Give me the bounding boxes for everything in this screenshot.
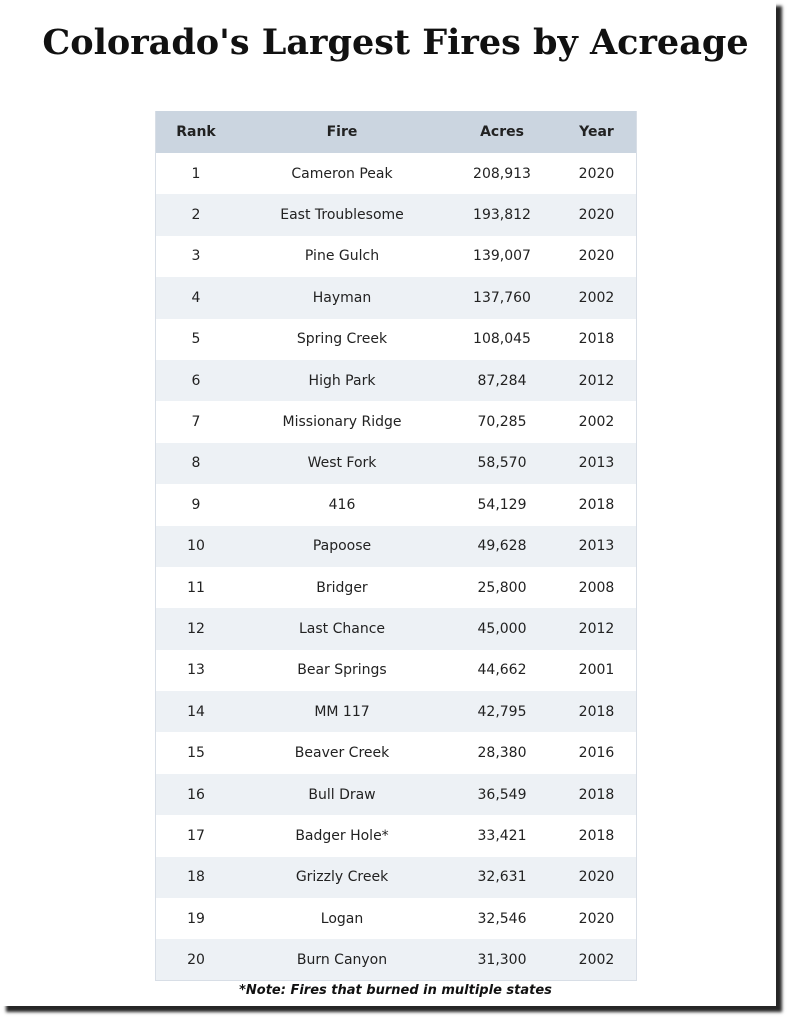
cell-year: 2001 [578, 662, 615, 679]
cell-fire: West Fork [307, 455, 377, 472]
header-fire: Fire [326, 124, 358, 140]
cell-acres: 42,795 [477, 703, 527, 720]
cell-acres: 139,007 [473, 248, 531, 265]
cell-acres: 45,000 [477, 620, 527, 637]
cell-acres: 33,421 [477, 827, 527, 844]
cell-acres: 49,628 [477, 538, 527, 555]
cell-fire: Grizzly Creek [295, 869, 389, 886]
cell-fire: Pine Gulch [304, 248, 380, 265]
cell-acres: 137,760 [473, 289, 531, 306]
cell-fire: Bear Springs [297, 662, 387, 679]
header-acres: Acres [480, 124, 524, 140]
cell-acres: 32,631 [477, 869, 527, 886]
cell-rank: 17 [187, 827, 205, 844]
cell-rank: 4 [191, 289, 201, 306]
cell-acres: 54,129 [477, 496, 527, 513]
cell-year: 2018 [578, 827, 615, 844]
cell-year: 2013 [578, 538, 615, 555]
cell-rank: 5 [191, 331, 201, 348]
cell-acres: 58,570 [477, 455, 527, 472]
cell-fire: Bridger [316, 579, 368, 596]
cell-rank: 3 [191, 248, 201, 265]
cell-fire: East Troublesome [280, 207, 404, 224]
cell-acres: 193,812 [473, 207, 531, 224]
cell-rank: 13 [187, 662, 205, 679]
cell-year: 2018 [578, 786, 615, 803]
cell-acres: 28,380 [477, 745, 527, 762]
cell-fire: Beaver Creek [294, 745, 390, 762]
table-row [155, 277, 636, 318]
cell-year: 2020 [578, 869, 615, 886]
cell-acres: 108,045 [473, 331, 531, 348]
table-row [155, 236, 636, 277]
table-row [155, 650, 636, 691]
cell-acres: 208,913 [473, 165, 531, 182]
cell-rank: 11 [187, 579, 205, 596]
table-row [155, 608, 636, 649]
cell-rank: 7 [191, 414, 201, 431]
cell-year: 2016 [578, 745, 615, 762]
cell-rank: 12 [187, 620, 205, 637]
table-row [155, 774, 636, 815]
cell-fire: High Park [308, 372, 376, 389]
cell-acres: 36,549 [477, 786, 527, 803]
table-row [155, 567, 636, 608]
table-row [155, 360, 636, 401]
cell-fire: Last Chance [298, 620, 386, 637]
cell-rank: 15 [187, 745, 205, 762]
cell-rank: 10 [187, 538, 205, 555]
cell-acres: 87,284 [477, 372, 527, 389]
table-row [155, 526, 636, 567]
header-rank: Rank [176, 124, 216, 140]
cell-year: 2018 [578, 331, 615, 348]
cell-fire: MM 117 [314, 703, 370, 720]
cell-year: 2018 [578, 496, 615, 513]
cell-fire: Bull Draw [308, 786, 376, 803]
cell-year: 2002 [578, 952, 615, 969]
table-row [155, 153, 636, 194]
page-title: Colorado's Largest Fires by Acreage [42, 22, 749, 63]
cell-fire: Missionary Ridge [282, 414, 402, 431]
cell-fire: Logan [320, 910, 364, 927]
table-row [155, 732, 636, 773]
cell-fire: 416 [328, 496, 356, 513]
cell-fire: Burn Canyon [296, 952, 388, 969]
cell-year: 2002 [578, 414, 615, 431]
cell-year: 2008 [578, 579, 615, 596]
footnote: *Note: Fires that burned in multiple states [239, 983, 552, 998]
table-header [155, 111, 636, 153]
cell-acres: 70,285 [477, 414, 527, 431]
cell-fire: Papoose [312, 538, 372, 555]
table-row [155, 691, 636, 732]
cell-rank: 18 [187, 869, 205, 886]
cell-fire: Hayman [312, 289, 372, 306]
table-row [155, 443, 636, 484]
cell-year: 2002 [578, 289, 615, 306]
cell-year: 2020 [578, 248, 615, 265]
table-row [155, 484, 636, 525]
cell-year: 2012 [578, 620, 615, 637]
table-row [155, 898, 636, 939]
cell-rank: 8 [191, 455, 201, 472]
cell-year: 2018 [578, 703, 615, 720]
header-year: Year [579, 124, 614, 140]
cell-acres: 32,546 [477, 910, 527, 927]
cell-fire: Badger Hole* [295, 827, 389, 844]
cell-rank: 16 [187, 786, 205, 803]
cell-acres: 25,800 [477, 579, 527, 596]
cell-rank: 2 [191, 207, 201, 224]
table-row [155, 939, 636, 980]
table-row [155, 401, 636, 442]
table-row [155, 194, 636, 235]
fires-table [155, 111, 636, 981]
cell-year: 2020 [578, 207, 615, 224]
cell-rank: 14 [187, 703, 205, 720]
cell-rank: 20 [187, 952, 205, 969]
cell-year: 2012 [578, 372, 615, 389]
cell-year: 2013 [578, 455, 615, 472]
cell-rank: 19 [187, 910, 205, 927]
cell-rank: 9 [191, 496, 201, 513]
fires-table-container [155, 111, 636, 981]
cell-year: 2020 [578, 165, 615, 182]
table-body [155, 153, 636, 981]
cell-rank: 1 [191, 165, 201, 182]
table-row [155, 815, 636, 856]
table-row [155, 319, 636, 360]
header-row [155, 111, 636, 153]
table-row [155, 857, 636, 898]
cell-year: 2020 [578, 910, 615, 927]
cell-acres: 44,662 [477, 662, 527, 679]
cell-rank: 6 [191, 372, 201, 389]
cell-fire: Cameron Peak [291, 165, 393, 182]
cell-acres: 31,300 [477, 952, 527, 969]
cell-fire: Spring Creek [296, 331, 388, 348]
